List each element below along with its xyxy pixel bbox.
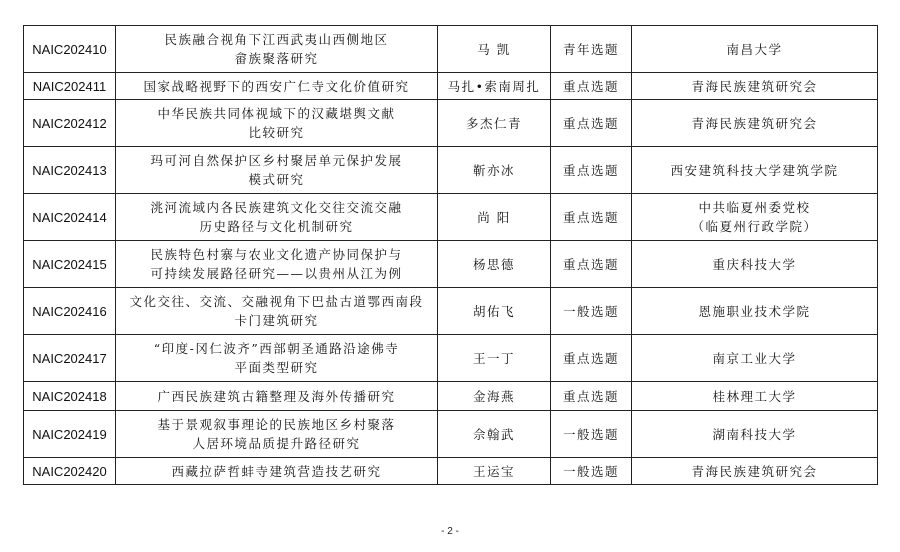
project-title-line: 广西民族建筑古籍整理及海外传播研究 [157,388,396,404]
organization-line: 南京工业大学 [712,350,797,366]
project-title-line: 历史路径与文化机制研究 [199,219,354,234]
project-id: NAIC202411 [24,73,116,100]
project-title-line: 国家战略视野下的西安广仁寺文化价值研究 [143,78,410,94]
table-row [24,73,878,100]
project-table-body [24,26,878,485]
project-type: 重点选题 [551,147,632,194]
organization-line: 中共临夏州委党校 [698,200,811,215]
project-id: NAIC202412 [24,100,116,147]
project-leader: 佘翰武 [438,411,551,458]
project-title-line: 比较研究 [248,125,305,140]
project-leader: 多杰仁青 [438,100,551,147]
project-title-line: 可持续发展路径研究——以贵州从江为例 [150,266,403,281]
project-leader: 靳亦冰 [438,147,551,194]
project-type: 青年选题 [551,26,632,73]
organization-line: 南昌大学 [726,41,783,57]
project-leader: 马扎•索南周扎 [438,73,551,100]
organization-line: 重庆科技大学 [712,256,797,272]
project-type: 一般选题 [551,411,632,458]
project-title [116,288,438,335]
project-type: 重点选题 [551,100,632,147]
project-title-line: 文化交往、交流、交融视角下巴盐古道鄂西南段 [129,294,424,309]
project-id: NAIC202413 [24,147,116,194]
organization-line: 青海民族建筑研究会 [691,463,818,479]
table-row [24,241,878,288]
project-title [116,335,438,382]
project-title-line: 畲族聚落研究 [234,51,319,66]
project-organization [632,100,878,147]
project-title [116,26,438,73]
organization-line: （临夏州行政学院） [691,219,818,234]
project-id: NAIC202410 [24,26,116,73]
project-id: NAIC202415 [24,241,116,288]
project-organization [632,147,878,194]
table-row [24,411,878,458]
project-organization [632,411,878,458]
table-row [24,194,878,241]
project-title [116,194,438,241]
project-organization [632,26,878,73]
project-organization [632,73,878,100]
project-table [23,25,878,485]
table-row [24,147,878,194]
project-title-line: 模式研究 [248,172,305,187]
organization-line: 湖南科技大学 [712,426,797,442]
project-organization [632,194,878,241]
project-title [116,147,438,194]
project-title [116,411,438,458]
project-id: NAIC202414 [24,194,116,241]
project-title-line: 平面类型研究 [234,360,319,375]
project-title-line: “印度-冈仁波齐”西部朝圣通路沿途佛寺 [153,341,400,356]
project-organization [632,458,878,485]
project-id: NAIC202416 [24,288,116,335]
project-leader: 王运宝 [438,458,551,485]
table-row [24,335,878,382]
project-type: 一般选题 [551,458,632,485]
project-type: 重点选题 [551,335,632,382]
project-type: 重点选题 [551,73,632,100]
project-leader: 王一丁 [438,335,551,382]
project-type: 重点选题 [551,194,632,241]
page-number: - 2 - [441,526,459,537]
project-organization [632,288,878,335]
project-title-line: 民族特色村寨与农业文化遗产协同保护与 [150,247,403,262]
project-title-line: 卡门建筑研究 [234,313,319,328]
organization-line: 西安建筑科技大学建筑学院 [670,162,839,178]
table-row [24,100,878,147]
project-title [116,73,438,100]
project-title [116,100,438,147]
project-title [116,382,438,411]
project-leader: 胡佑飞 [438,288,551,335]
project-title-line: 民族融合视角下江西武夷山西侧地区 [164,32,389,47]
project-id: NAIC202417 [24,335,116,382]
project-title-line: 玛可河自然保护区乡村聚居单元保护发展 [150,153,403,168]
table-row [24,382,878,411]
project-leader: 马 凯 [438,26,551,73]
organization-line: 恩施职业技术学院 [698,303,811,319]
table-row [24,288,878,335]
project-title-line: 基于景观叙事理论的民族地区乡村聚落 [157,417,396,432]
organization-line: 青海民族建筑研究会 [691,115,818,131]
project-title-line: 中华民族共同体视域下的汉藏堪舆文献 [157,106,396,121]
project-organization [632,382,878,411]
table-row [24,26,878,73]
project-leader: 金海燕 [438,382,551,411]
project-id: NAIC202418 [24,382,116,411]
project-title [116,241,438,288]
project-type: 一般选题 [551,288,632,335]
project-organization [632,335,878,382]
project-type: 重点选题 [551,382,632,411]
project-title-line: 人居环境品质提升路径研究 [192,436,361,451]
organization-line: 青海民族建筑研究会 [691,78,818,94]
project-leader: 尚 阳 [438,194,551,241]
project-type: 重点选题 [551,241,632,288]
organization-line: 桂林理工大学 [712,388,797,404]
project-id: NAIC202419 [24,411,116,458]
project-organization [632,241,878,288]
project-title-line: 西藏拉萨哲蚌寺建筑营造技艺研究 [171,463,382,479]
project-title [116,458,438,485]
project-title-line: 洮河流域内各民族建筑文化交往交流交融 [150,200,403,215]
project-id: NAIC202420 [24,458,116,485]
table-row [24,458,878,485]
project-leader: 杨思德 [438,241,551,288]
